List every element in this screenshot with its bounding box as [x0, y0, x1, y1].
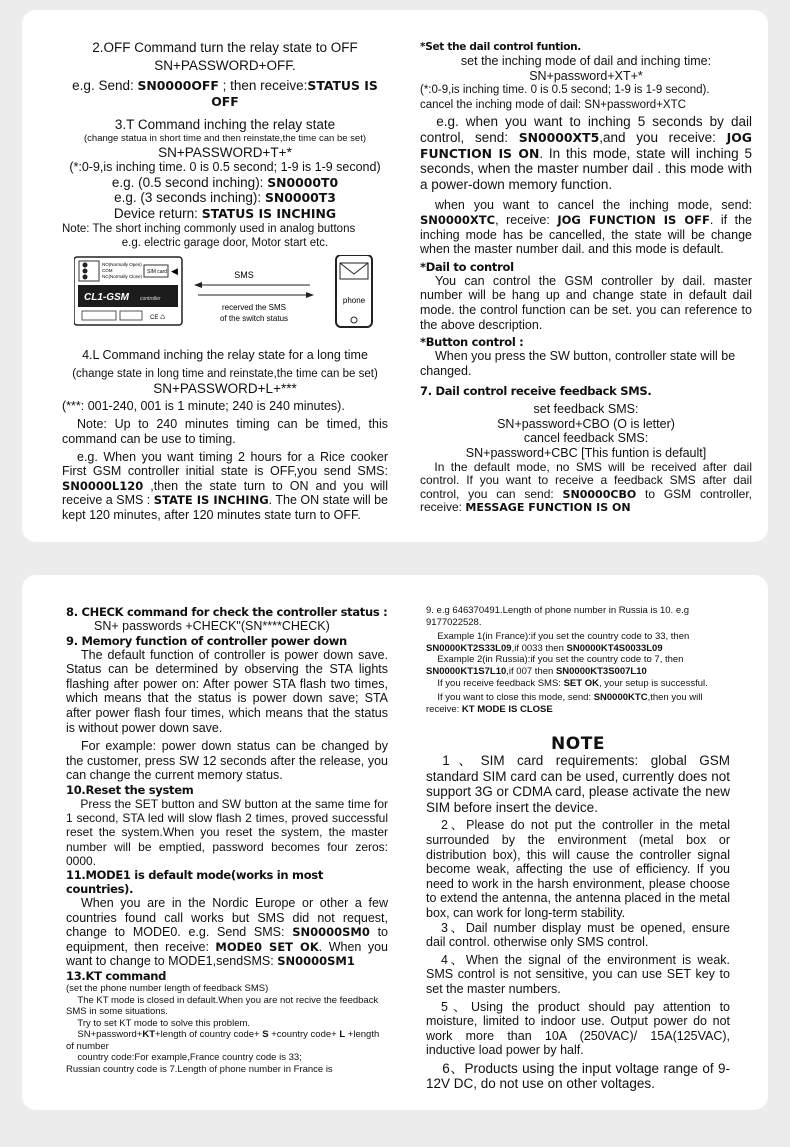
label-received: recerved the SMS	[221, 303, 287, 312]
button-control-body: When you press the SW button, controller state will be changed.	[420, 349, 736, 378]
kt-l3-l: L	[339, 1029, 346, 1041]
l-note-2: Note: Up to 240 minutes timing can be timed, this command can be use to timing.	[62, 417, 388, 446]
label-nc: NC(Normally Close)	[102, 274, 143, 279]
button-set	[82, 311, 116, 320]
reset-body: Press the SET button and SW button at the same time for 1 second, STA led will slow flash 2 times, proved successful reset the system.When you reset the system, the master number will be emptied, password becomes four zeros: 0000.	[66, 796, 388, 868]
xtc-ex-post: . if the inching mode has be cancelled, the state will be change when the master number dail. and this mode is default.	[420, 212, 753, 257]
right-column	[426, 605, 726, 715]
t-return-pre: Device return:	[113, 205, 202, 221]
xt-example	[420, 114, 752, 192]
xtc-ex-cmd: SN0000XTC	[420, 212, 496, 227]
xt-line-1: set the inching mode of dail and inching time:	[460, 54, 712, 68]
kt-r6-val: SET OK	[563, 677, 599, 689]
t-ex1-pre: e.g. (0.5 second inching):	[111, 174, 268, 190]
left-column	[66, 605, 388, 1076]
sms-diagram	[74, 255, 384, 335]
kt-r5	[426, 666, 726, 678]
kt-r1: 9. e.g 646370491.Length of phone number in Russia is 10. e.g 9177022528.	[426, 605, 690, 628]
l-command-note: (***: 001-240, 001 is 1 minute; 240 is 240 minutes).	[62, 398, 345, 413]
kt-l3-mid: +length of country code+	[155, 1029, 263, 1041]
left-column-bottom	[62, 348, 388, 523]
dail-control-heading: *Dail to control	[420, 259, 514, 274]
kt-line-4: country code:For example,France country code is 33;	[77, 1052, 302, 1064]
xt-ex-cmd: SN0000XT5	[518, 129, 600, 145]
kt-line-3	[66, 1029, 388, 1052]
off-example	[62, 78, 388, 109]
terminal-nc	[83, 275, 88, 280]
kt-r5-mid: ,if 007 then	[506, 665, 556, 677]
t-return	[62, 206, 388, 222]
kt-r7-val: KT MODE IS CLOSE	[461, 703, 553, 715]
fb-body-reply: MESSAGE FUNCTION IS ON	[465, 501, 631, 515]
left-column-top	[62, 40, 388, 251]
kt-line-5: Russian country code is 7.Length of phone number in France is	[66, 1064, 333, 1076]
kt-line-2: Try to set KT mode to solve this problem.	[77, 1017, 251, 1029]
terminal-block	[79, 261, 99, 281]
mode-body-cmd2: SN0000SM1	[277, 954, 355, 969]
t-return-val: STATUS IS INCHING	[201, 205, 337, 221]
l-ex-post: . The ON state will be kept 120 minutes, after 120 minutes state turn to OFF.	[62, 493, 388, 522]
t-example-2	[62, 190, 388, 206]
l-command-sub: (change state in long time and reinstate,the time can be set)	[72, 367, 378, 380]
fb-body-cmd: SN0000CBO	[562, 487, 637, 501]
kt-r3-mid: ,if 0033 then	[511, 642, 567, 654]
mode-body-cmd: SN0000SM0	[292, 925, 370, 940]
xt-ex-mid: ,and you receive:	[599, 129, 727, 145]
off-example-cmd: SN0000OFF	[137, 78, 219, 94]
note-4: 4、When the signal of the environment is weak. SMS control is not sensitive, you can use SET key to set the master numbers.	[426, 952, 730, 996]
feedback-set-label: set feedback SMS:	[533, 402, 639, 417]
t-command: SN+PASSWORD+T+*	[158, 144, 292, 160]
xtc-example	[420, 198, 752, 256]
sim-arrow-icon: ◀	[171, 266, 178, 276]
xtc-ex-mid: , receive:	[495, 212, 558, 227]
manual-page-bottom	[22, 575, 768, 1110]
l-ex-cmd: SN0000L120	[62, 478, 144, 493]
kt-r2: Example 1(in France):if you set the country code to 33, then	[437, 631, 690, 643]
memory-body: The default function of controller is power down save. Status can be determined by observing the STA lights flashing after power on: After power STA flash two times, which means that the status is power down save; STA after power flash four times, which means that the status is without power down save.	[66, 647, 388, 735]
terminal-com	[83, 269, 88, 274]
kt-r4: Example 2(in Russia):if you set the country code to 7, then	[437, 654, 684, 666]
t-example-1	[62, 175, 388, 191]
label-phone: phone	[342, 296, 366, 305]
note-1: 1、SIM card requirements: global GSM standard SIM card can be used, currently does not support 3G or CDMA card, please activate the new SIM before insert the device.	[426, 753, 730, 815]
envelope-icon	[340, 263, 368, 279]
kt-r6	[426, 678, 726, 690]
l-command: SN+PASSWORD+L+***	[153, 381, 297, 397]
t-command-sub: (change statua in short time and then reinstate,the time can be set)	[84, 132, 366, 144]
kt-l3-s: S	[262, 1029, 269, 1041]
kt-r5-cmd: SN0000KT1S7L10	[426, 665, 507, 677]
kt-r6-post: , your setup is successful.	[598, 677, 708, 689]
t-command-note: (*:0-9,is inching time. 0 is 0.5 second; 1-9 is 1-9 second)	[69, 160, 381, 175]
ce-mark-icon: CE ♺	[150, 315, 166, 321]
manual-page-top	[22, 10, 768, 542]
off-command: SN+PASSWORD+OFF.	[154, 57, 296, 73]
label-no: NO(Normally Open)	[102, 262, 142, 267]
l-ex-pre: e.g. When you want timing 2 hours for a Rice cooker First GSM controller initial state is OFF,you send SMS:	[62, 449, 388, 479]
kt-r3	[426, 643, 726, 655]
feedback-cancel-command: SN+password+CBC [This funtion is default]	[465, 446, 707, 461]
kt-l3-mid2: +country code+	[268, 1029, 340, 1041]
kt-r7-post: ,then you will receive:	[426, 692, 703, 715]
xt-ex-reply: JOG FUNCTION IS ON	[420, 129, 752, 161]
reset-heading: 10.Reset the system	[66, 782, 194, 797]
l-example	[62, 450, 388, 523]
memory-heading: 9. Memory function of controller power down	[66, 633, 347, 648]
mode-body-mid: to equipment, then receive:	[66, 925, 388, 954]
xt-command: SN+password+XT+*	[529, 68, 643, 83]
t-note-line-1: Note: The short inching commonly used in analog buttons	[62, 222, 356, 235]
l-ex-reply: STATE IS INCHING	[153, 493, 269, 508]
kt-r7	[426, 692, 726, 715]
off-example-pre: e.g. Send:	[72, 78, 138, 94]
kt-r3-cmd: SN0000KT2S33L09	[426, 642, 512, 654]
label-com: COM	[102, 268, 113, 273]
kt-l3-pre: SN+password+	[77, 1029, 143, 1041]
t-ex2-cmd: SN0000T3	[264, 190, 336, 206]
feedback-body	[420, 461, 752, 515]
label-brand: CL1-GSM	[84, 292, 129, 303]
note-section	[426, 735, 730, 1092]
terminal-no	[83, 263, 88, 268]
xt-heading: *Set the dail control funtion.	[420, 41, 581, 53]
feedback-set-command: SN+password+CBO (O is letter)	[497, 416, 675, 431]
note-title: NOTE	[551, 734, 605, 754]
arrow-left-icon	[194, 282, 202, 288]
arrow-right-icon	[306, 292, 314, 298]
button-sw	[120, 311, 142, 320]
feedback-heading: 7. Dail control receive feedback SMS.	[420, 384, 652, 399]
note-2: 2、Please do not put the controller in the metal surrounded by the environment (metal box or distribution box), this will cause the controller signal become weak, affecting the use of efficiency. If you need to work in the harsh environment, please choose to extend the antenna, the antenna placed in the metal box, can work for long-term stability.	[426, 818, 730, 920]
t-ex2-pre: e.g. (3 seconds inching):	[114, 190, 265, 206]
kt-sub: (set the phone number length of feedback SMS)	[66, 982, 269, 994]
dail-control-body: You can control the GSM controller by dail. master number will be hang up and change state in default dail mode. the control function can be set. you can reference to the above description.	[420, 273, 752, 332]
feedback-cancel-label: cancel feedback SMS:	[523, 431, 649, 446]
kt-r5-cmd2: SN0000KT3S007L10	[555, 665, 647, 677]
kt-l3-post: +length of number	[66, 1029, 380, 1052]
fb-body-pre: In the default mode, no SMS will be received after dail control. If you want to receive a feedback SMS after dail control, you can send:	[420, 459, 752, 501]
l-ex-mid: ,then the state turn to ON and you will receive a SMS :	[62, 478, 388, 508]
xtc-ex-pre: when you want to cancel the inching mode, send:	[435, 198, 752, 213]
xt-ex-post: . In this mode, state will inching 5 seconds, when the master number dail . this mode with a power-down memory function.	[420, 145, 752, 192]
t-ex1-cmd: SN0000T0	[267, 174, 339, 190]
memory-body-2: For example: power down status can be changed by the customer, press SW 12 seconds after the release, you can change the current memory status.	[66, 739, 388, 783]
kt-l3-kt: KT	[142, 1029, 156, 1041]
button-control-heading: *Button control :	[420, 335, 524, 350]
off-example-reply: STATUS IS OFF	[211, 78, 378, 109]
xt-cancel: cancel the inching mode of dail: SN+password+XTC	[420, 98, 686, 111]
kt-heading: 13.KT command	[66, 968, 167, 983]
t-command-title: 3.T Command inching the relay state	[114, 117, 336, 133]
fb-body-mid: to GSM controller, receive:	[420, 486, 752, 515]
right-column-top	[420, 40, 752, 515]
check-command: SN+ passwords +CHECK"(SN****CHECK)	[94, 619, 330, 633]
label-sim: SIM card	[147, 269, 168, 275]
mode-heading: 11.MODE1 is default mode(works in most countries).	[66, 867, 324, 896]
l-command-title: 4.L Command inching the relay state for a long time	[82, 348, 368, 362]
off-example-mid: ; then receive:	[218, 78, 308, 94]
check-heading: 8. CHECK command for check the controller status :	[66, 605, 388, 619]
kt-line-1: The KT mode is closed in default.When you are not recive the feedback SMS in some situations.	[66, 994, 379, 1018]
note-5: 5、Using the product should pay attention to moisture, limited to indoor use. Output power do not work more than 10A (250VAC)/ 15A(125VAC), inductive load power by half.	[426, 999, 730, 1058]
note-3: 3、Dail number display must be opened, ensure dail control. otherwise only SMS control.	[426, 920, 730, 950]
xt-ex-pre: e.g. when you want to inching 5 seconds by dail control, send:	[420, 114, 752, 145]
off-command-title: 2.OFF Command turn the relay state to OFF	[92, 40, 358, 55]
mode-body-reply: MODE0 SET OK	[215, 939, 319, 954]
label-controller: controller	[140, 296, 161, 302]
xtc-ex-reply: JOG FUNCTION IS OFF	[557, 212, 710, 227]
mode-body-mid2: . When you want to change to MODE1,sendSMS:	[66, 939, 388, 969]
note-6: 6、Products using the input voltage range of 9-12V DC, do not use on other voltages.	[426, 1060, 730, 1092]
t-note-line-2: e.g. electric garage door, Motor start etc.	[121, 237, 329, 250]
xt-note: (*:0-9,is inching time. 0 is 0.5 second; 1-9 is 1-9 second).	[420, 84, 710, 97]
kt-r7-pre: If you want to close this mode, send:	[437, 692, 594, 704]
label-switch-status: of the switch status	[219, 314, 289, 323]
mode-body-pre: When you are in the Nordic Europe or other a few countries found call works but SMS did not request, change to MODE0. e.g. Send SMS:	[66, 895, 388, 940]
mode-body	[66, 896, 388, 969]
kt-r7-cmd: SN0000KTC	[593, 692, 648, 704]
kt-r3-cmd2: SN0000KT4S0033L09	[566, 642, 663, 654]
label-sms: SMS	[234, 270, 254, 280]
kt-r6-pre: If you receive feedback SMS:	[437, 677, 564, 689]
